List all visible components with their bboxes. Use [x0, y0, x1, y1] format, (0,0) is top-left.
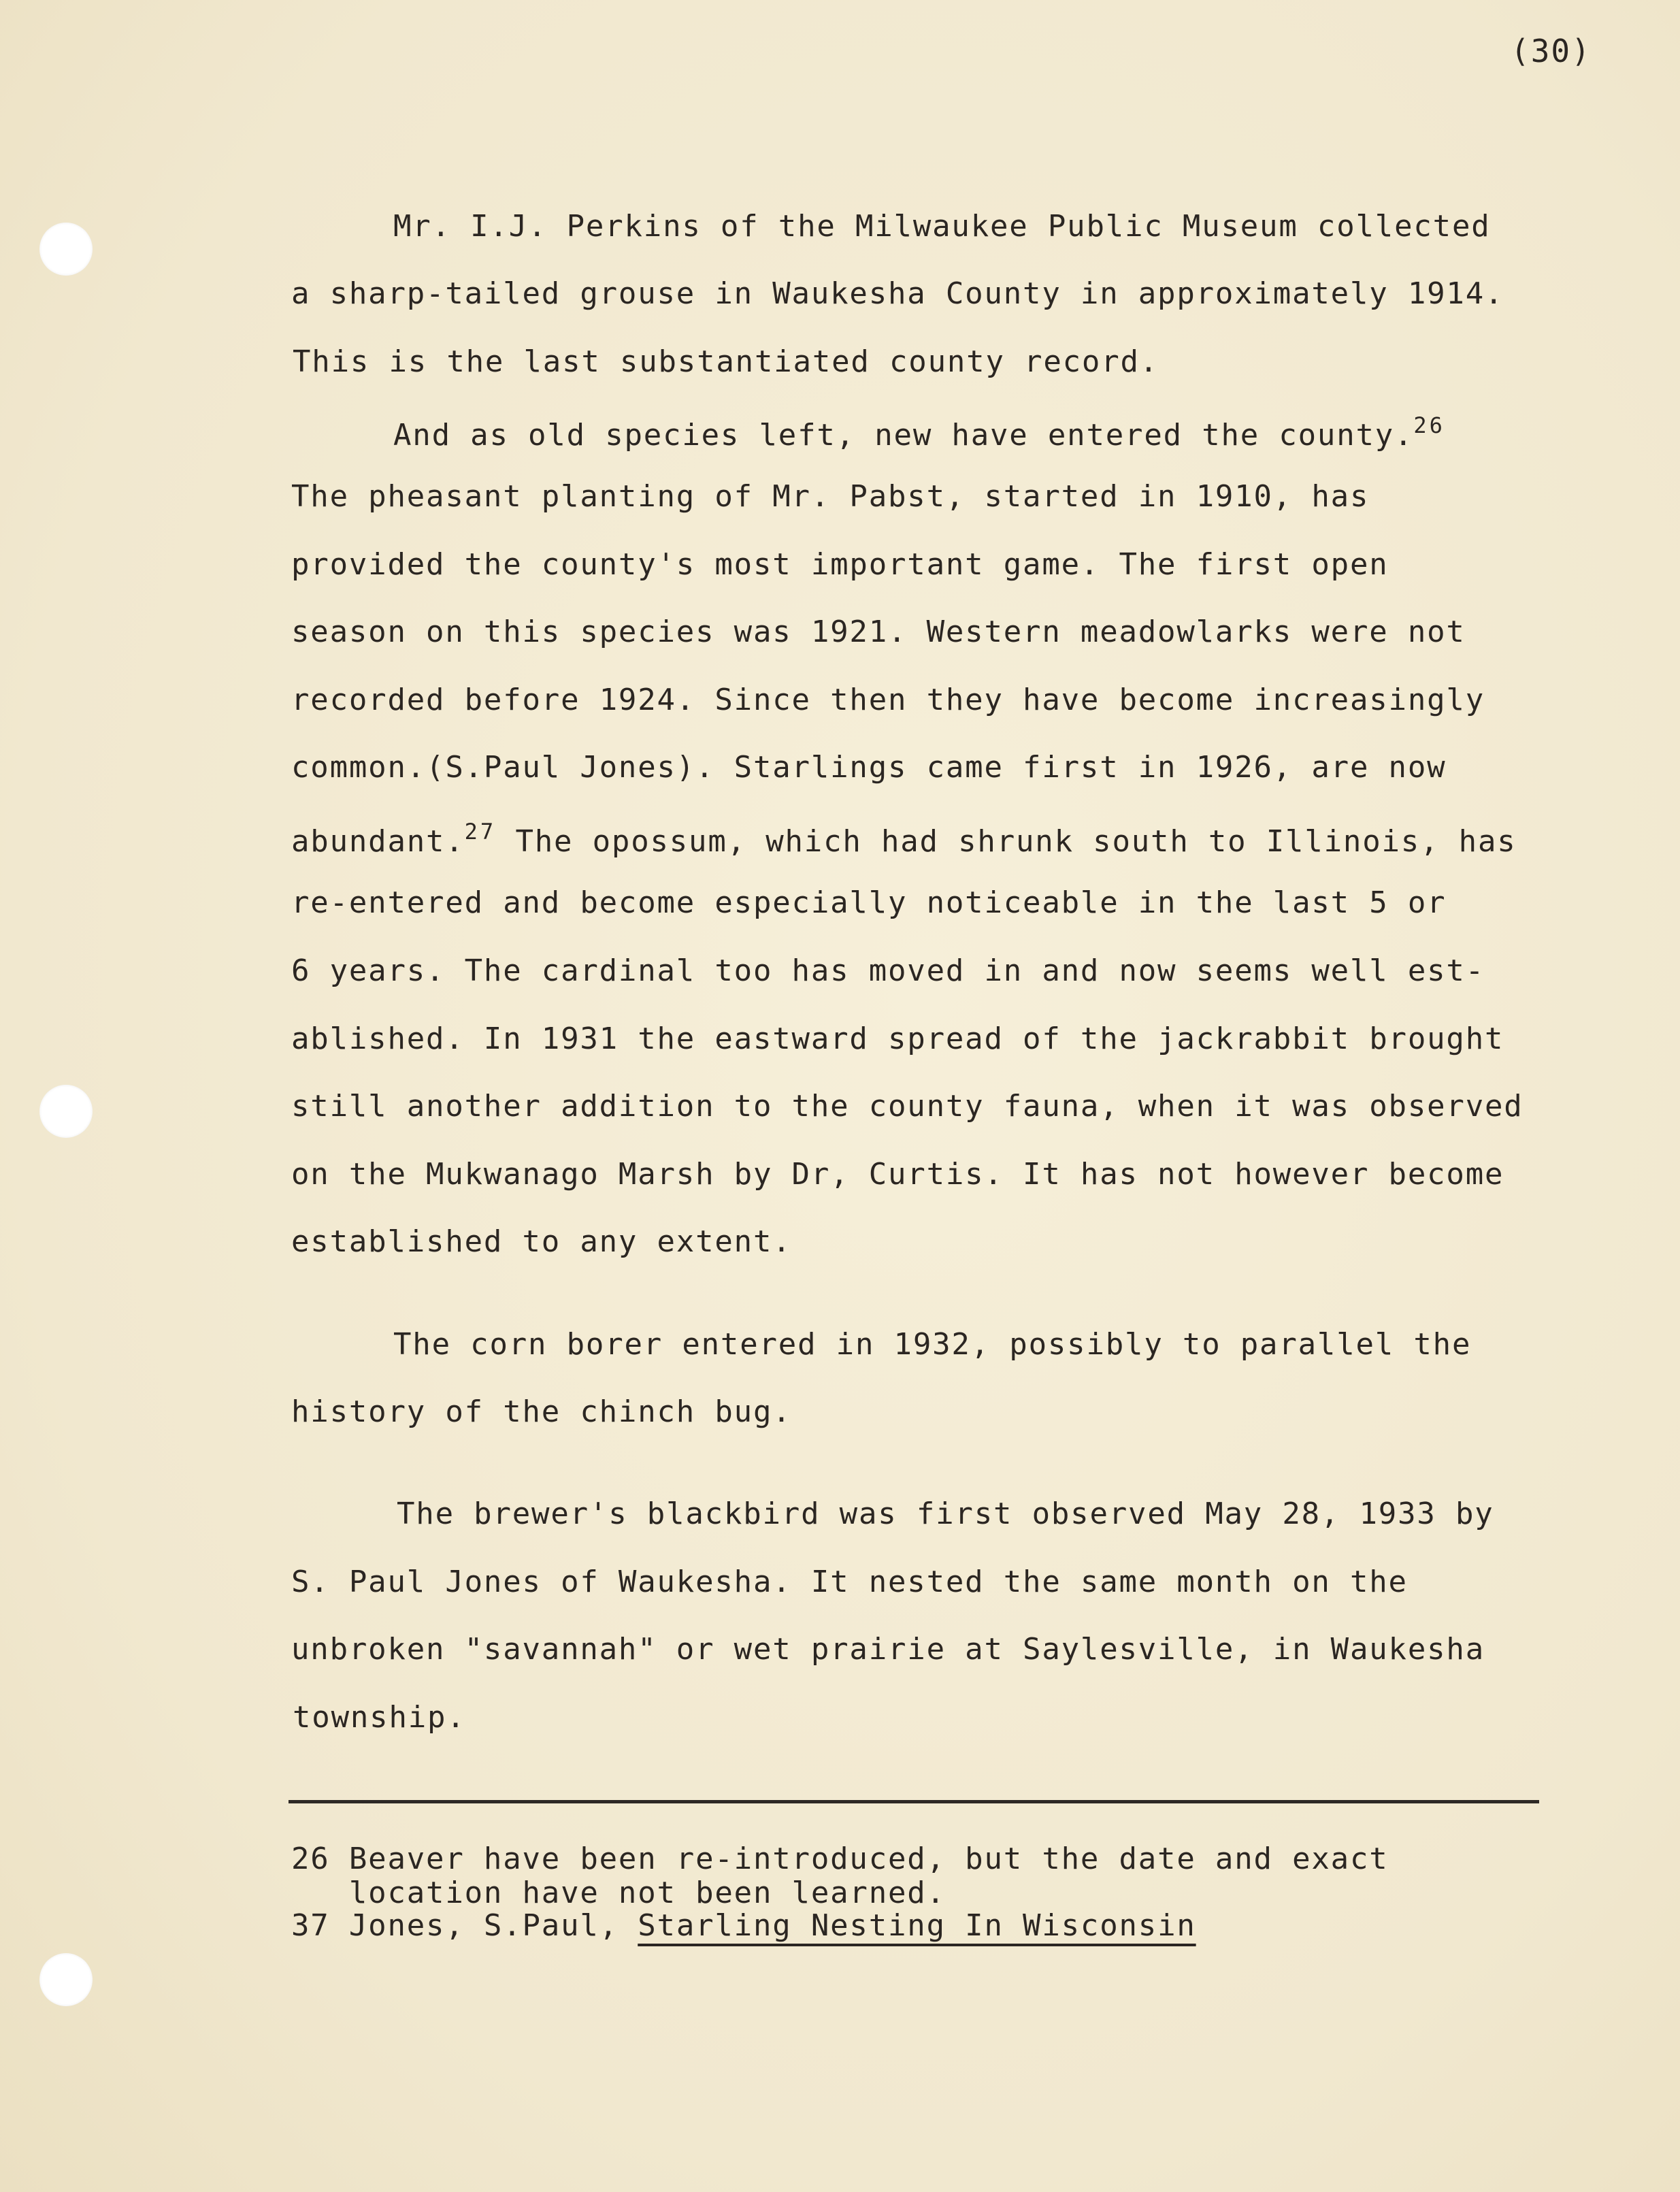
body-text-line: [291, 821, 1517, 857]
body-text-line: still another addition to the county fauna, when it was observed: [291, 1089, 1523, 1124]
body-text-line: The brewer's blackbird was first observed May 28, 1933 by: [397, 1496, 1494, 1531]
footnote-text: 37 Jones, S.Paul,: [291, 1908, 638, 1943]
body-text-line: common.(S.Paul Jones). Starlings came first in 1926, are now: [291, 750, 1447, 785]
body-text-line: re-entered and become especially noticeable in the last 5 or: [291, 885, 1447, 920]
footnote-line: 26 Beaver have been re-introduced, but the date and exact: [291, 1842, 1389, 1876]
body-text-line: on the Mukwanago Marsh by Dr, Curtis. It has not however become: [291, 1157, 1504, 1192]
body-text-line: 6 years. The cardinal too has moved in and now seems well est-: [291, 953, 1485, 988]
body-text-line: unbroken "savannah" or wet prairie at Saylesville, in Waukesha: [291, 1632, 1485, 1667]
footnote-divider: [289, 1800, 1539, 1803]
body-text-line: township.: [293, 1700, 466, 1735]
punch-hole: [39, 1085, 93, 1138]
body-text-line: history of the chinch bug.: [291, 1394, 792, 1429]
body-text-line: This is the last substantiated county record.: [293, 344, 1159, 379]
footnote-ref: 26: [1413, 412, 1445, 438]
line-text: And as old species left, new have entered the county.: [393, 418, 1414, 453]
line-text: abundant.: [291, 824, 465, 859]
body-text-line: recorded before 1924. Since then they have become increasingly: [291, 683, 1485, 717]
footnote-ref: 27: [464, 819, 497, 845]
footnote-line: [291, 1908, 1196, 1943]
body-text-line: established to any extent.: [291, 1224, 792, 1259]
body-text-line: [393, 414, 1445, 451]
body-text-line: Mr. I.J. Perkins of the Milwaukee Public Museum collected: [393, 209, 1491, 244]
body-text-line: ablished. In 1931 the eastward spread of the jackrabbit brought: [291, 1021, 1504, 1056]
body-text-line: The pheasant planting of Mr. Pabst, started in 1910, has: [291, 479, 1370, 514]
body-text-line: S. Paul Jones of Waukesha. It nested the same month on the: [291, 1565, 1408, 1599]
punch-hole: [39, 1953, 93, 2006]
footnote-citation-title: Starling Nesting In Wisconsin: [638, 1908, 1196, 1943]
footnote-line: location have not been learned.: [291, 1876, 946, 1910]
line-text: The opossum, which had shrunk south to Illinois, has: [496, 824, 1517, 859]
body-text-line: season on this species was 1921. Western meadowlarks were not: [291, 615, 1466, 649]
body-text-line: provided the county's most important game. The first open: [291, 547, 1389, 582]
punch-hole: [39, 223, 93, 276]
body-text-line: The corn borer entered in 1932, possibly to parallel the: [393, 1327, 1472, 1362]
page-number: (30): [1511, 33, 1592, 69]
body-text-line: a sharp-tailed grouse in Waukesha County in approximately 1914.: [291, 276, 1504, 311]
